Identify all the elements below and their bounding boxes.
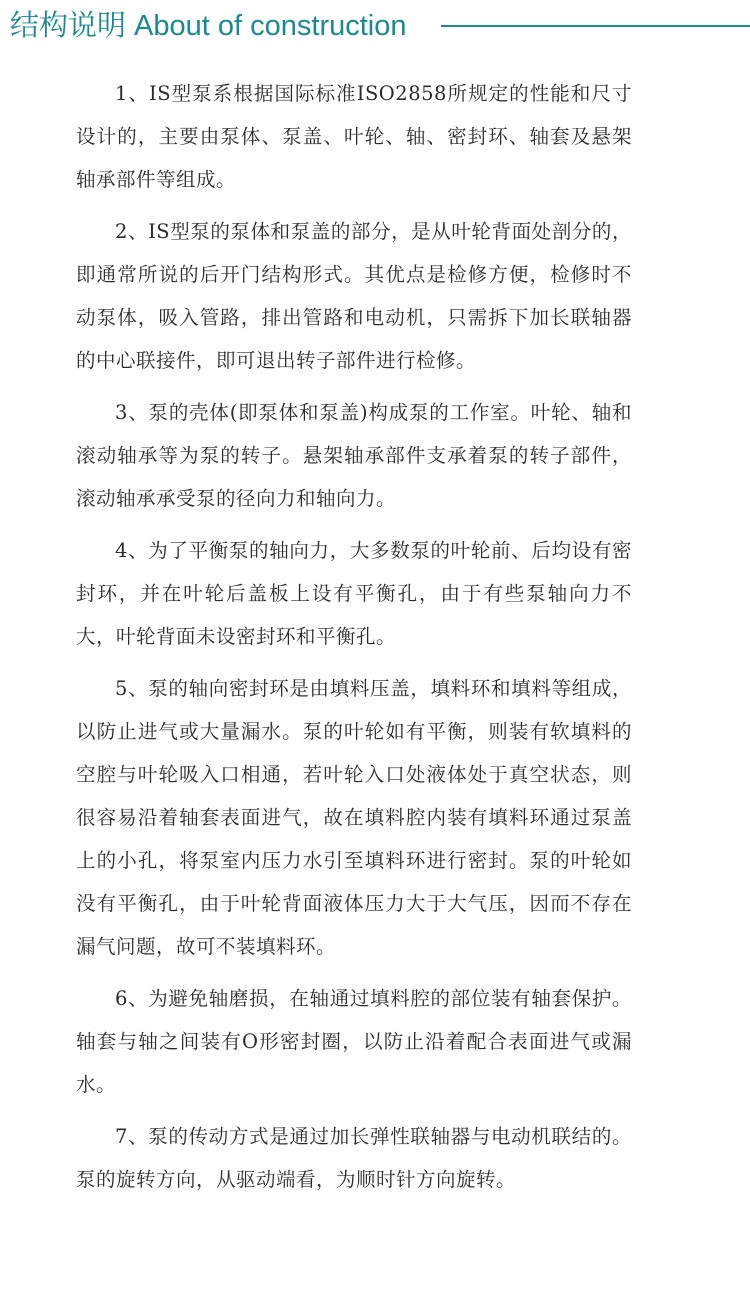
construction-description (76, 72, 632, 1210)
paragraph-6: 6、为避免轴磨损，在轴通过填料腔的部位装有轴套保护。轴套与轴之间装有O形密封圈，以防止沿着配合表面进气或漏水。 (76, 987, 632, 1096)
header-divider (441, 25, 750, 27)
paragraph-2: 2、IS型泵的泵体和泵盖的部分，是从叶轮背面处剖分的，即通常所说的后开门结构形式。其优点是检修方便，检修时不动泵体，吸入管路，排出管路和电动机，只需拆下加长联轴器的中心联接件，即可退出转子部件进行检修。 (76, 220, 632, 372)
section-title: 结构说明 About of construction (10, 10, 407, 42)
section-header (0, 0, 750, 56)
paragraph-5: 5、泵的轴向密封环是由填料压盖，填料环和填料等组成，以防止进气或大量漏水。泵的叶轮如有平衡，则装有软填料的空腔与叶轮吸入口相通，若叶轮入口处液体处于真空状态，则很容易沿着轴套表面进气，故在填料腔内装有填料环通过泵盖上的小孔，将泵室内压力水引至填料环进行密封。泵的叶轮如没有平衡孔，由于叶轮背面液体压力大于大气压，因而不存在漏气问题，故可不装填料环。 (76, 677, 632, 958)
paragraph-1: 1、IS型泵系根据国际标准ISO2858所规定的性能和尺寸设计的，主要由泵体、泵盖、叶轮、轴、密封环、轴套及悬架轴承部件等组成。 (76, 82, 632, 191)
paragraph-3: 3、泵的壳体(即泵体和泵盖)构成泵的工作室。叶轮、轴和滚动轴承等为泵的转子。悬架轴承部件支承着泵的转子部件，滚动轴承承受泵的径向力和轴向力。 (76, 401, 632, 510)
paragraph-7: 7、泵的传动方式是通过加长弹性联轴器与电动机联结的。泵的旋转方向，从驱动端看，为顺时针方向旋转。 (76, 1125, 632, 1191)
paragraph-4: 4、为了平衡泵的轴向力，大多数泵的叶轮前、后均设有密封环，并在叶轮后盖板上设有平衡孔，由于有些泵轴向力不大，叶轮背面未设密封环和平衡孔。 (76, 539, 632, 648)
